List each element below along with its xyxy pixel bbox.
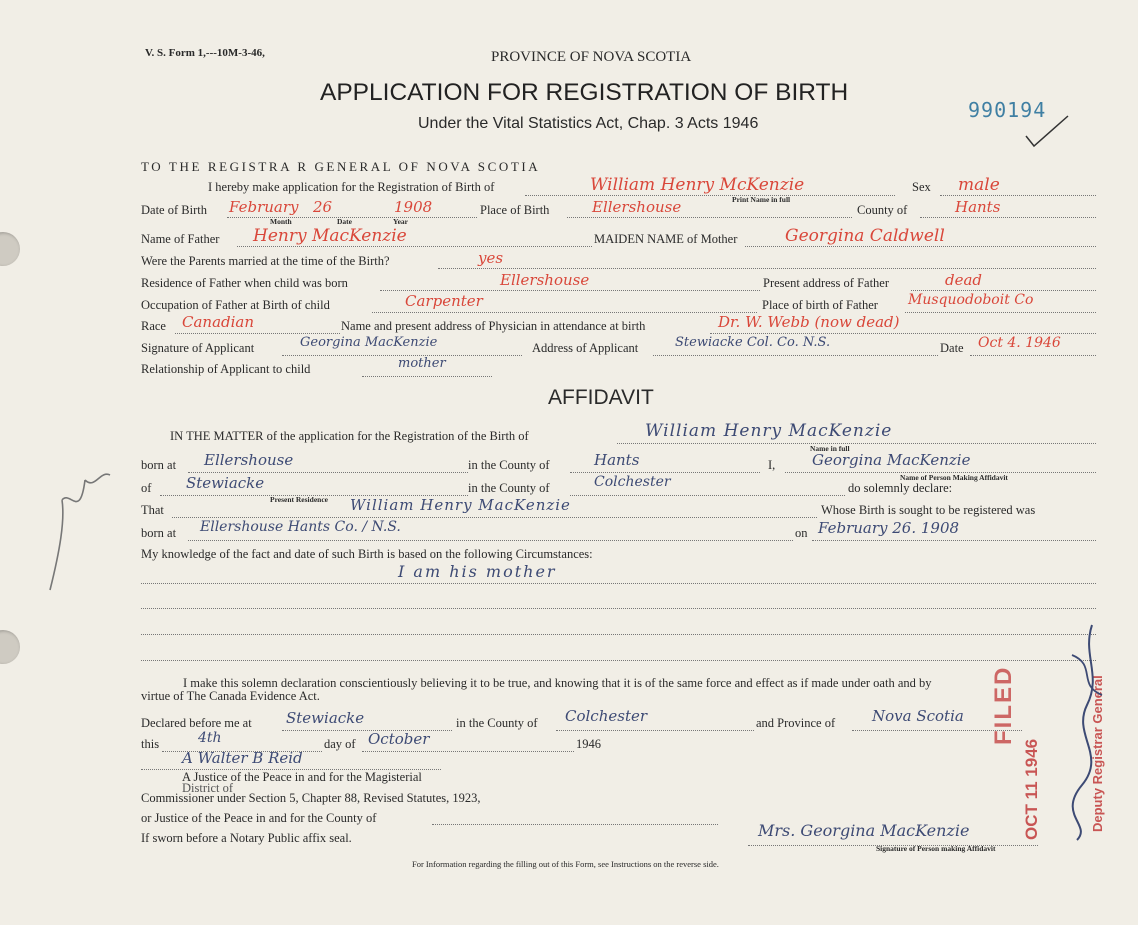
physician-value: Dr. W. Webb (now dead) xyxy=(718,313,900,331)
father-pob-value: Musquodoboit Co xyxy=(908,292,1034,308)
notary-text: If sworn before a Notary Public affix seal. xyxy=(141,831,352,845)
jp-line-2: Commissioner under Section 5, Chapter 88, Revised Statutes, 1923, xyxy=(141,791,481,805)
residence-label: Residence of Father when child was born xyxy=(141,276,348,290)
married-value: yes xyxy=(478,249,504,267)
line1-text: I hereby make application for the Registration of Birth of xyxy=(208,180,495,194)
affidavit-heading: AFFIDAVIT xyxy=(548,386,654,409)
form-subtitle: Under the Vital Statistics Act, Chap. 3 Acts 1946 xyxy=(418,115,759,132)
declared-label: Declared before me at xyxy=(141,716,252,730)
that-name-value: William Henry MacKenzie xyxy=(350,496,571,514)
form-number: V. S. Form 1,---10M-3-46, xyxy=(145,47,265,59)
declared-county-value: Colchester xyxy=(565,707,648,725)
date-label: Date xyxy=(940,341,964,355)
father-label: Name of Father xyxy=(141,232,220,246)
dob-label: Date of Birth xyxy=(141,203,207,217)
month-note: Month xyxy=(270,217,292,226)
county-value: Hants xyxy=(955,198,1001,216)
declared-province-value: Nova Scotia xyxy=(872,707,964,725)
county-label: County of xyxy=(857,203,908,217)
filed-stamp: FILED xyxy=(990,665,1017,745)
born-at2-label: born at xyxy=(141,526,177,540)
margin-pencil-mark-icon xyxy=(40,460,120,595)
sex-label: Sex xyxy=(912,180,931,194)
born-at2-value: Ellershouse Hants Co. / N.S. xyxy=(200,519,401,535)
born-at-value: Ellershouse xyxy=(204,451,294,469)
matter-text: IN THE MATTER of the application for the Registration of the Birth of xyxy=(170,429,529,443)
this-day-value: 4th xyxy=(198,730,222,746)
deponent-note: Name of Person Making Affidavit xyxy=(900,473,1008,482)
of-label: of xyxy=(141,481,152,495)
declared-county-label: in the County of xyxy=(456,716,538,730)
registrar-stamp: Deputy Registrar General xyxy=(1090,675,1105,832)
present-address-value: dead xyxy=(945,271,983,289)
circumstance-value: I am his mother xyxy=(398,562,557,581)
dob-year: 1908 xyxy=(394,198,433,216)
matter-name: William Henry MacKenzie xyxy=(645,421,893,441)
physician-label: Name and present address of Physician in attendance at birth xyxy=(341,319,646,333)
footer-note: For Information regarding the filling out of this Form, see Instructions on the reverse side. xyxy=(412,859,719,869)
punch-hole-top xyxy=(0,232,20,266)
deponent-value: Georgina MacKenzie xyxy=(812,451,971,469)
day-of-label: day of xyxy=(324,737,356,751)
pob-value: Ellershouse xyxy=(592,198,682,216)
residence-county-value: Colchester xyxy=(594,474,671,490)
born-county-value: Hants xyxy=(594,451,640,469)
affiant-signature: Mrs. Georgina MacKenzie xyxy=(758,821,970,840)
that-label: That xyxy=(141,503,164,517)
province-label: and Province of xyxy=(756,716,836,730)
on-label: on xyxy=(795,526,808,540)
applicant-signature: Georgina MacKenzie xyxy=(300,335,438,350)
child-name: William Henry McKenzie xyxy=(590,175,805,195)
race-label: Race xyxy=(141,319,166,333)
born-at-label: born at xyxy=(141,458,177,472)
date-stamp: OCT 11 1946 xyxy=(1022,738,1041,840)
address-label: Address of Applicant xyxy=(532,341,639,355)
relationship-label: Relationship of Applicant to child xyxy=(141,362,311,376)
print-name-note: Print Name in full xyxy=(732,195,791,204)
present-residence-note: Present Residence xyxy=(270,495,328,504)
date-note: Date xyxy=(337,217,352,226)
registrar-signature-icon xyxy=(1052,615,1122,845)
i-label: I, xyxy=(768,458,776,472)
race-value: Canadian xyxy=(182,313,255,331)
applicant-address: Stewiacke Col. Co. N.S. xyxy=(675,335,831,350)
married-label: Were the Parents married at the time of the Birth? xyxy=(141,254,390,268)
jp-line-1: A Justice of the Peace in and for the Magisterial xyxy=(182,770,422,784)
dob-month: February xyxy=(229,198,299,216)
jp-line-1b: District of xyxy=(182,781,234,795)
residence-value: Ellershouse xyxy=(500,271,590,289)
declare-text: do solemnly declare: xyxy=(848,481,953,495)
signature-note: Signature of Person making Affidavit xyxy=(876,844,996,853)
declared-at-value: Stewiacke xyxy=(286,709,365,727)
punch-hole-bottom xyxy=(0,630,20,664)
jp-signature: A Walter B Reid xyxy=(182,749,303,767)
form-title: APPLICATION FOR REGISTRATION OF BIRTH xyxy=(320,79,849,106)
residence-county-label: in the County of xyxy=(468,481,550,495)
this-label: this xyxy=(141,737,160,751)
father-value: Henry MacKenzie xyxy=(253,226,407,246)
mother-maiden-value: Georgina Caldwell xyxy=(785,226,945,246)
salutation: TO THE REGISTRA R GENERAL OF NOVA SCOTIA xyxy=(141,159,541,174)
maiden-label: MAIDEN NAME of Mother xyxy=(594,232,738,246)
occupation-label: Occupation of Father at Birth of child xyxy=(141,298,330,312)
relationship-value: mother xyxy=(398,356,446,371)
name-in-full-note: Name in full xyxy=(810,444,850,453)
father-pob-label: Place of birth of Father xyxy=(762,298,878,312)
signature-label: Signature of Applicant xyxy=(141,341,255,355)
month-value: October xyxy=(368,730,430,748)
dob-day: 26 xyxy=(313,198,333,216)
jp-line-3: or Justice of the Peace in and for the County of xyxy=(141,811,377,825)
declaration-text-1: I make this solemn declaration conscientiously believing it to be true, and knowing that it is of the same force and effect as if made under oath and by xyxy=(183,676,932,690)
year-value: 1946 xyxy=(576,737,601,751)
knowledge-text: My knowledge of the fact and date of such Birth is based on the following Circumstances: xyxy=(141,547,593,561)
present-address-label: Present address of Father xyxy=(763,276,890,290)
pob-label: Place of Birth xyxy=(480,203,550,217)
year-note: Year xyxy=(393,217,408,226)
declaration-text-2: virtue of The Canada Evidence Act. xyxy=(141,689,320,703)
of-residence-value: Stewiacke xyxy=(186,474,265,492)
on-date-value: February 26. 1908 xyxy=(818,519,960,537)
whose-birth-text: Whose Birth is sought to be registered was xyxy=(821,503,1036,517)
date-value: Oct 4. 1946 xyxy=(978,335,1061,351)
sex-value: male xyxy=(958,175,1000,195)
check-mark-icon xyxy=(1022,112,1072,152)
province-heading: PROVINCE OF NOVA SCOTIA xyxy=(491,49,692,65)
occupation-value: Carpenter xyxy=(405,292,483,310)
in-county-label: in the County of xyxy=(468,458,550,472)
serial-number: 990194 xyxy=(968,98,1047,122)
